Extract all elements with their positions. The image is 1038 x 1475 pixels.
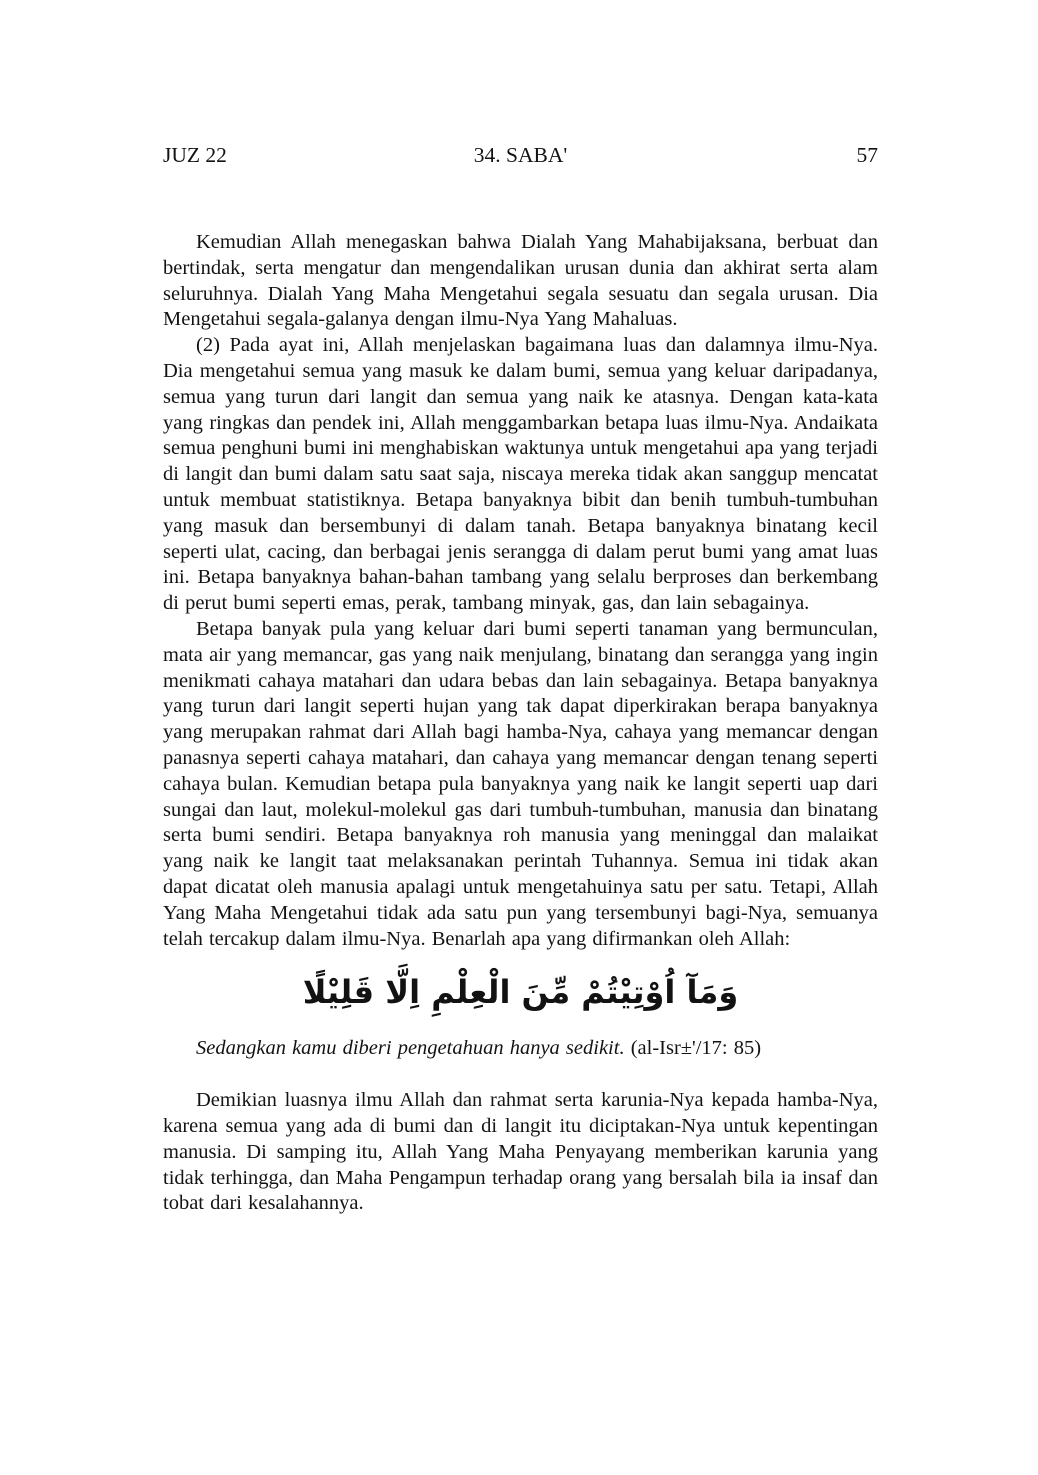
page-body [163,230,878,1217]
paragraph-4: Demikian luasnya ilmu Allah dan rahmat serta karunia-Nya kepada hamba-Nya, karena semua yang ada di bumi dan di langit itu diciptakan-Nya untuk kepentingan manusia. Di samping itu, Allah Yang Maha Penyayang memberikan karunia yang tidak terhingga, dan Maha Pengampun terhadap orang yang bersalah bila ia insaf dan tobat dari kesalahannya. [163,1089,878,1215]
paragraph-3: Betapa banyak pula yang keluar dari bumi seperti tanaman yang bermunculan, mata air yang memancar, gas yang naik menjulang, binatang dan serangga yang ingin menikmati cahaya matahari dan udara bebas dan lain sebagainya. Betapa banyaknya yang turun dari langit seperti hujan yang tak dapat diperkirakan berapa banyaknya yang merupakan rahmat dari Allah bagi hamba-Nya, cahaya yang memancar dengan panasnya seperti cahaya matahari, dan cahaya yang memancar dengan tenang seperti cahaya bulan. Kemudian betapa pula banyaknya yang naik ke langit seperti uap dari sungai dan laut, molekul-molekul gas dari tumbuh-tumbuhan, manusia dan binatang serta bumi sendiri. Betapa banyaknya roh manusia yang meninggal dan malaikat yang naik ke langit taat melaksanakan perintah Tuhannya. Semua ini tidak akan dapat dicatat oleh manusia apalagi untuk mengetahuinya satu per satu. Tetapi, Allah Yang Maha Mengetahui tidak ada satu pun yang tersembunyi bagi-Nya, semuanya telah tercakup dalam ilmu-Nya. Benarlah apa yang difirmankan oleh Allah: [163,617,878,950]
arabic-verse: وَمَآ اُوْتِيْتُمْ مِّنَ الْعِلْمِ اِلَّا قَلِيْلًا [302,973,739,1012]
juz-label: JUZ 22 [163,143,227,167]
paragraph-1: Kemudian Allah menegaskan bahwa Dialah Yang Mahabijaksana, berbuat dan bertindak, serta mengatur dan mengendalikan urusan dunia dan akhirat serta alam seluruhnya. Dialah Yang Maha Mengetahui segala sesuatu dan segala urusan. Dia Mengetahui segala-galanya dengan ilmu-Nya Yang Mahaluas. [163,231,878,331]
paragraph-2: (2) Pada ayat ini, Allah menjelaskan bagaimana luas dan dalamnya ilmu-Nya. Dia mengetahui semua yang masuk ke dalam bumi, semua yang keluar daripadanya, semua yang turun dari langit dan semua yang naik ke atasnya. Dengan kata-kata yang ringkas dan pendek ini, Allah menggambarkan betapa luas ilmu-Nya. Andaikata semua penghuni bumi ini menghabiskan waktunya untuk mengetahui apa yang terjadi di langit dan bumi dalam satu saat saja, niscaya mereka tidak akan sanggup mencatat untuk membuat statistiknya. Betapa banyaknya bibit dan benih tumbuh-tumbuhan yang masuk dan bersembunyi di dalam tanah. Betapa banyaknya binatang kecil seperti ulat, cacing, dan berbagai jenis serangga di dalam perut bumi yang amat luas ini. Betapa banyaknya bahan-bahan tambang yang selalu berproses dan berkembang di perut bumi seperti emas, perak, tambang minyak, gas, dan lain sebagainya. [163,334,878,615]
surah-title: 34. SABA' [473,143,568,167]
page-header [163,143,878,168]
verse-translation-line [163,1036,878,1062]
verse-translation: Sedangkan kamu diberi pengetahuan hanya sedikit. [196,1037,625,1060]
verse-citation: (al-Isr±'/17: 85) [630,1037,762,1060]
page-number: 57 [856,143,878,167]
